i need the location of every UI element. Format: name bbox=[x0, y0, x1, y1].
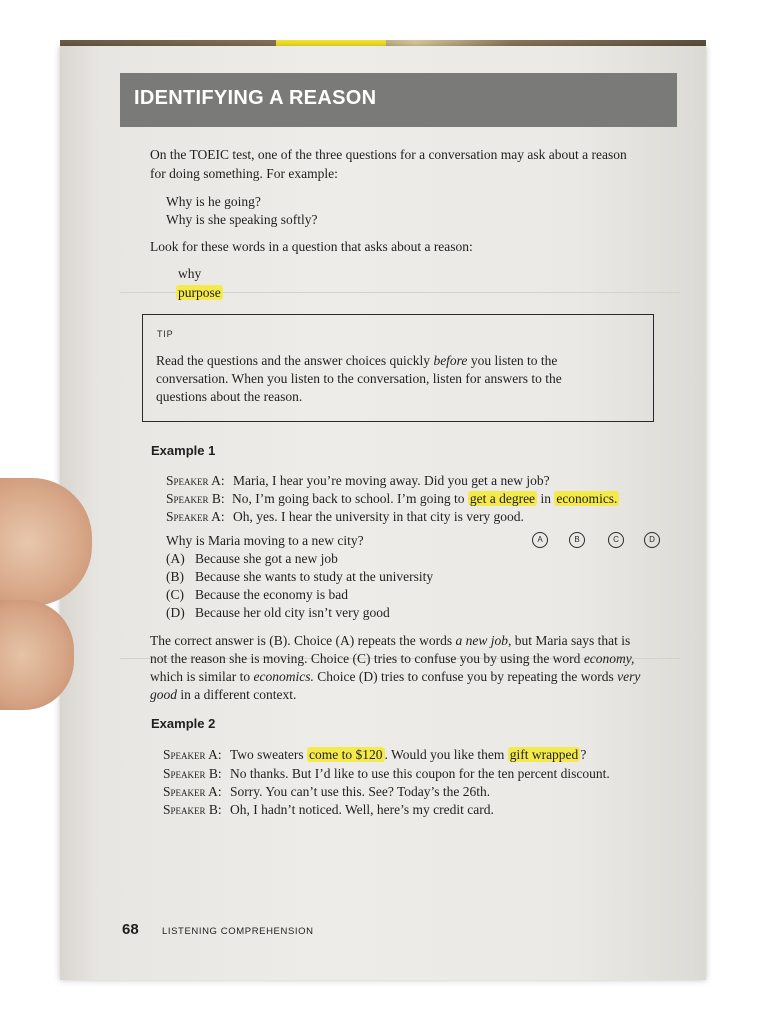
example-2-line-2: No thanks. But I’d like to use this coupon for the ten percent discount. bbox=[230, 766, 610, 781]
explanation-text: Choice (D) tries to confuse you by repeating the words bbox=[313, 669, 618, 684]
tip-label: TIP bbox=[157, 329, 174, 339]
choice-text-c: Because the economy is bad bbox=[195, 587, 348, 602]
answer-bubble-d[interactable]: D bbox=[644, 532, 660, 548]
example-2-speaker-a-2: Speaker A: bbox=[163, 784, 222, 799]
answer-bubble-row bbox=[532, 532, 662, 548]
explanation-line-3 bbox=[150, 668, 640, 685]
example-1-speaker-b: Speaker B: bbox=[166, 491, 225, 506]
choice-letter-d: (D) bbox=[166, 605, 185, 620]
explanation-emphasis: very bbox=[617, 669, 641, 684]
example-2-speaker-b: Speaker B: bbox=[163, 766, 222, 781]
explanation-text: in a different context. bbox=[177, 687, 297, 702]
example-1-heading: Example 1 bbox=[151, 443, 216, 458]
example-1-line-2 bbox=[232, 490, 619, 507]
highlight-come-to-120: come to $120 bbox=[309, 747, 383, 762]
explanation-text: The correct answer is (B). Choice (A) repeats the words bbox=[150, 633, 456, 648]
tip-line-3: questions about the reason. bbox=[156, 389, 303, 404]
section-name: LISTENING COMPREHENSION bbox=[162, 926, 314, 937]
tip-line-2: conversation. When you listen to the conversation, listen for answers to the bbox=[156, 371, 562, 386]
highlight-purpose: purpose bbox=[178, 285, 221, 300]
highlight-gift-wrapped: gift wrapped bbox=[509, 747, 579, 762]
intro-line-1: On the TOEIC test, one of the three questions for a conversation may ask about a reason bbox=[150, 147, 627, 162]
explanation-emphasis: economy, bbox=[583, 651, 635, 666]
explanation-emphasis: economics. bbox=[253, 669, 314, 684]
example-1-line-3: Oh, yes. I hear the university in that city is very good. bbox=[233, 509, 524, 524]
tip-line-1 bbox=[156, 352, 557, 369]
example-1-question: Why is Maria moving to a new city? bbox=[166, 533, 364, 548]
dialogue-text: Two sweaters bbox=[230, 747, 308, 762]
keyword-purpose bbox=[176, 284, 223, 301]
explanation-emphasis: good bbox=[150, 687, 177, 702]
choice-letter-b: (B) bbox=[166, 569, 184, 584]
dialogue-text: in bbox=[537, 491, 555, 506]
page-number: 68 bbox=[122, 921, 139, 938]
highlight-get-a-degree: get a degree bbox=[469, 491, 536, 506]
explanation-line-2 bbox=[150, 650, 634, 667]
keyword-why: why bbox=[178, 266, 202, 281]
dialogue-text: No, I’m going back to school. I’m going to bbox=[232, 491, 468, 506]
dialogue-text: ? bbox=[580, 747, 587, 762]
example-2-line-3: Sorry. You can’t use this. See? Today’s the 26th. bbox=[230, 784, 491, 799]
choice-text-b: Because she wants to study at the university bbox=[195, 569, 434, 584]
example-2-line-1 bbox=[230, 746, 586, 763]
dialogue-text: . Would you like them bbox=[384, 747, 508, 762]
tip-emphasis: before bbox=[433, 353, 468, 368]
answer-bubble-b[interactable]: B bbox=[569, 532, 585, 548]
explanation-emphasis: a new job, bbox=[455, 633, 512, 648]
example-2-speaker-b-2: Speaker B: bbox=[163, 802, 222, 817]
choice-letter-a: (A) bbox=[166, 551, 185, 566]
explanation-line-1 bbox=[150, 632, 630, 649]
intro-example-question-2: Why is she speaking softly? bbox=[166, 212, 318, 227]
answer-bubble-c[interactable]: C bbox=[608, 532, 624, 548]
highlight-economics: economics. bbox=[556, 491, 618, 506]
explanation-text: not the reason she is moving. Choice (C) tries to confuse you by using the word bbox=[150, 651, 584, 666]
explanation-text: but Maria says that is bbox=[511, 633, 631, 648]
explanation-text: which is similar to bbox=[150, 669, 254, 684]
section-title-bar bbox=[120, 73, 677, 127]
look-for-text: Look for these words in a question that asks about a reason: bbox=[150, 239, 473, 254]
example-2-heading: Example 2 bbox=[151, 716, 216, 731]
tip-text: you listen to the bbox=[467, 353, 558, 368]
intro-line-2: for doing something. For example: bbox=[150, 166, 338, 181]
choice-letter-c: (C) bbox=[166, 587, 184, 602]
example-2-speaker-a: Speaker A: bbox=[163, 747, 222, 762]
intro-example-question-1: Why is he going? bbox=[166, 194, 261, 209]
example-1-speaker-a-2: Speaker A: bbox=[166, 509, 225, 524]
explanation-line-4 bbox=[150, 686, 296, 703]
example-2-line-4: Oh, I hadn’t noticed. Well, here’s my credit card. bbox=[230, 802, 494, 817]
choice-text-a: Because she got a new job bbox=[195, 551, 338, 566]
choice-text-d: Because her old city isn’t very good bbox=[195, 605, 390, 620]
example-1-speaker-a: Speaker A: bbox=[166, 473, 225, 488]
tip-text: Read the questions and the answer choices quickly bbox=[156, 353, 434, 368]
page-title: IDENTIFYING A REASON bbox=[134, 87, 377, 109]
example-1-line-1: Maria, I hear you’re moving away. Did you get a new job? bbox=[233, 473, 550, 488]
answer-bubble-a[interactable]: A bbox=[532, 532, 548, 548]
